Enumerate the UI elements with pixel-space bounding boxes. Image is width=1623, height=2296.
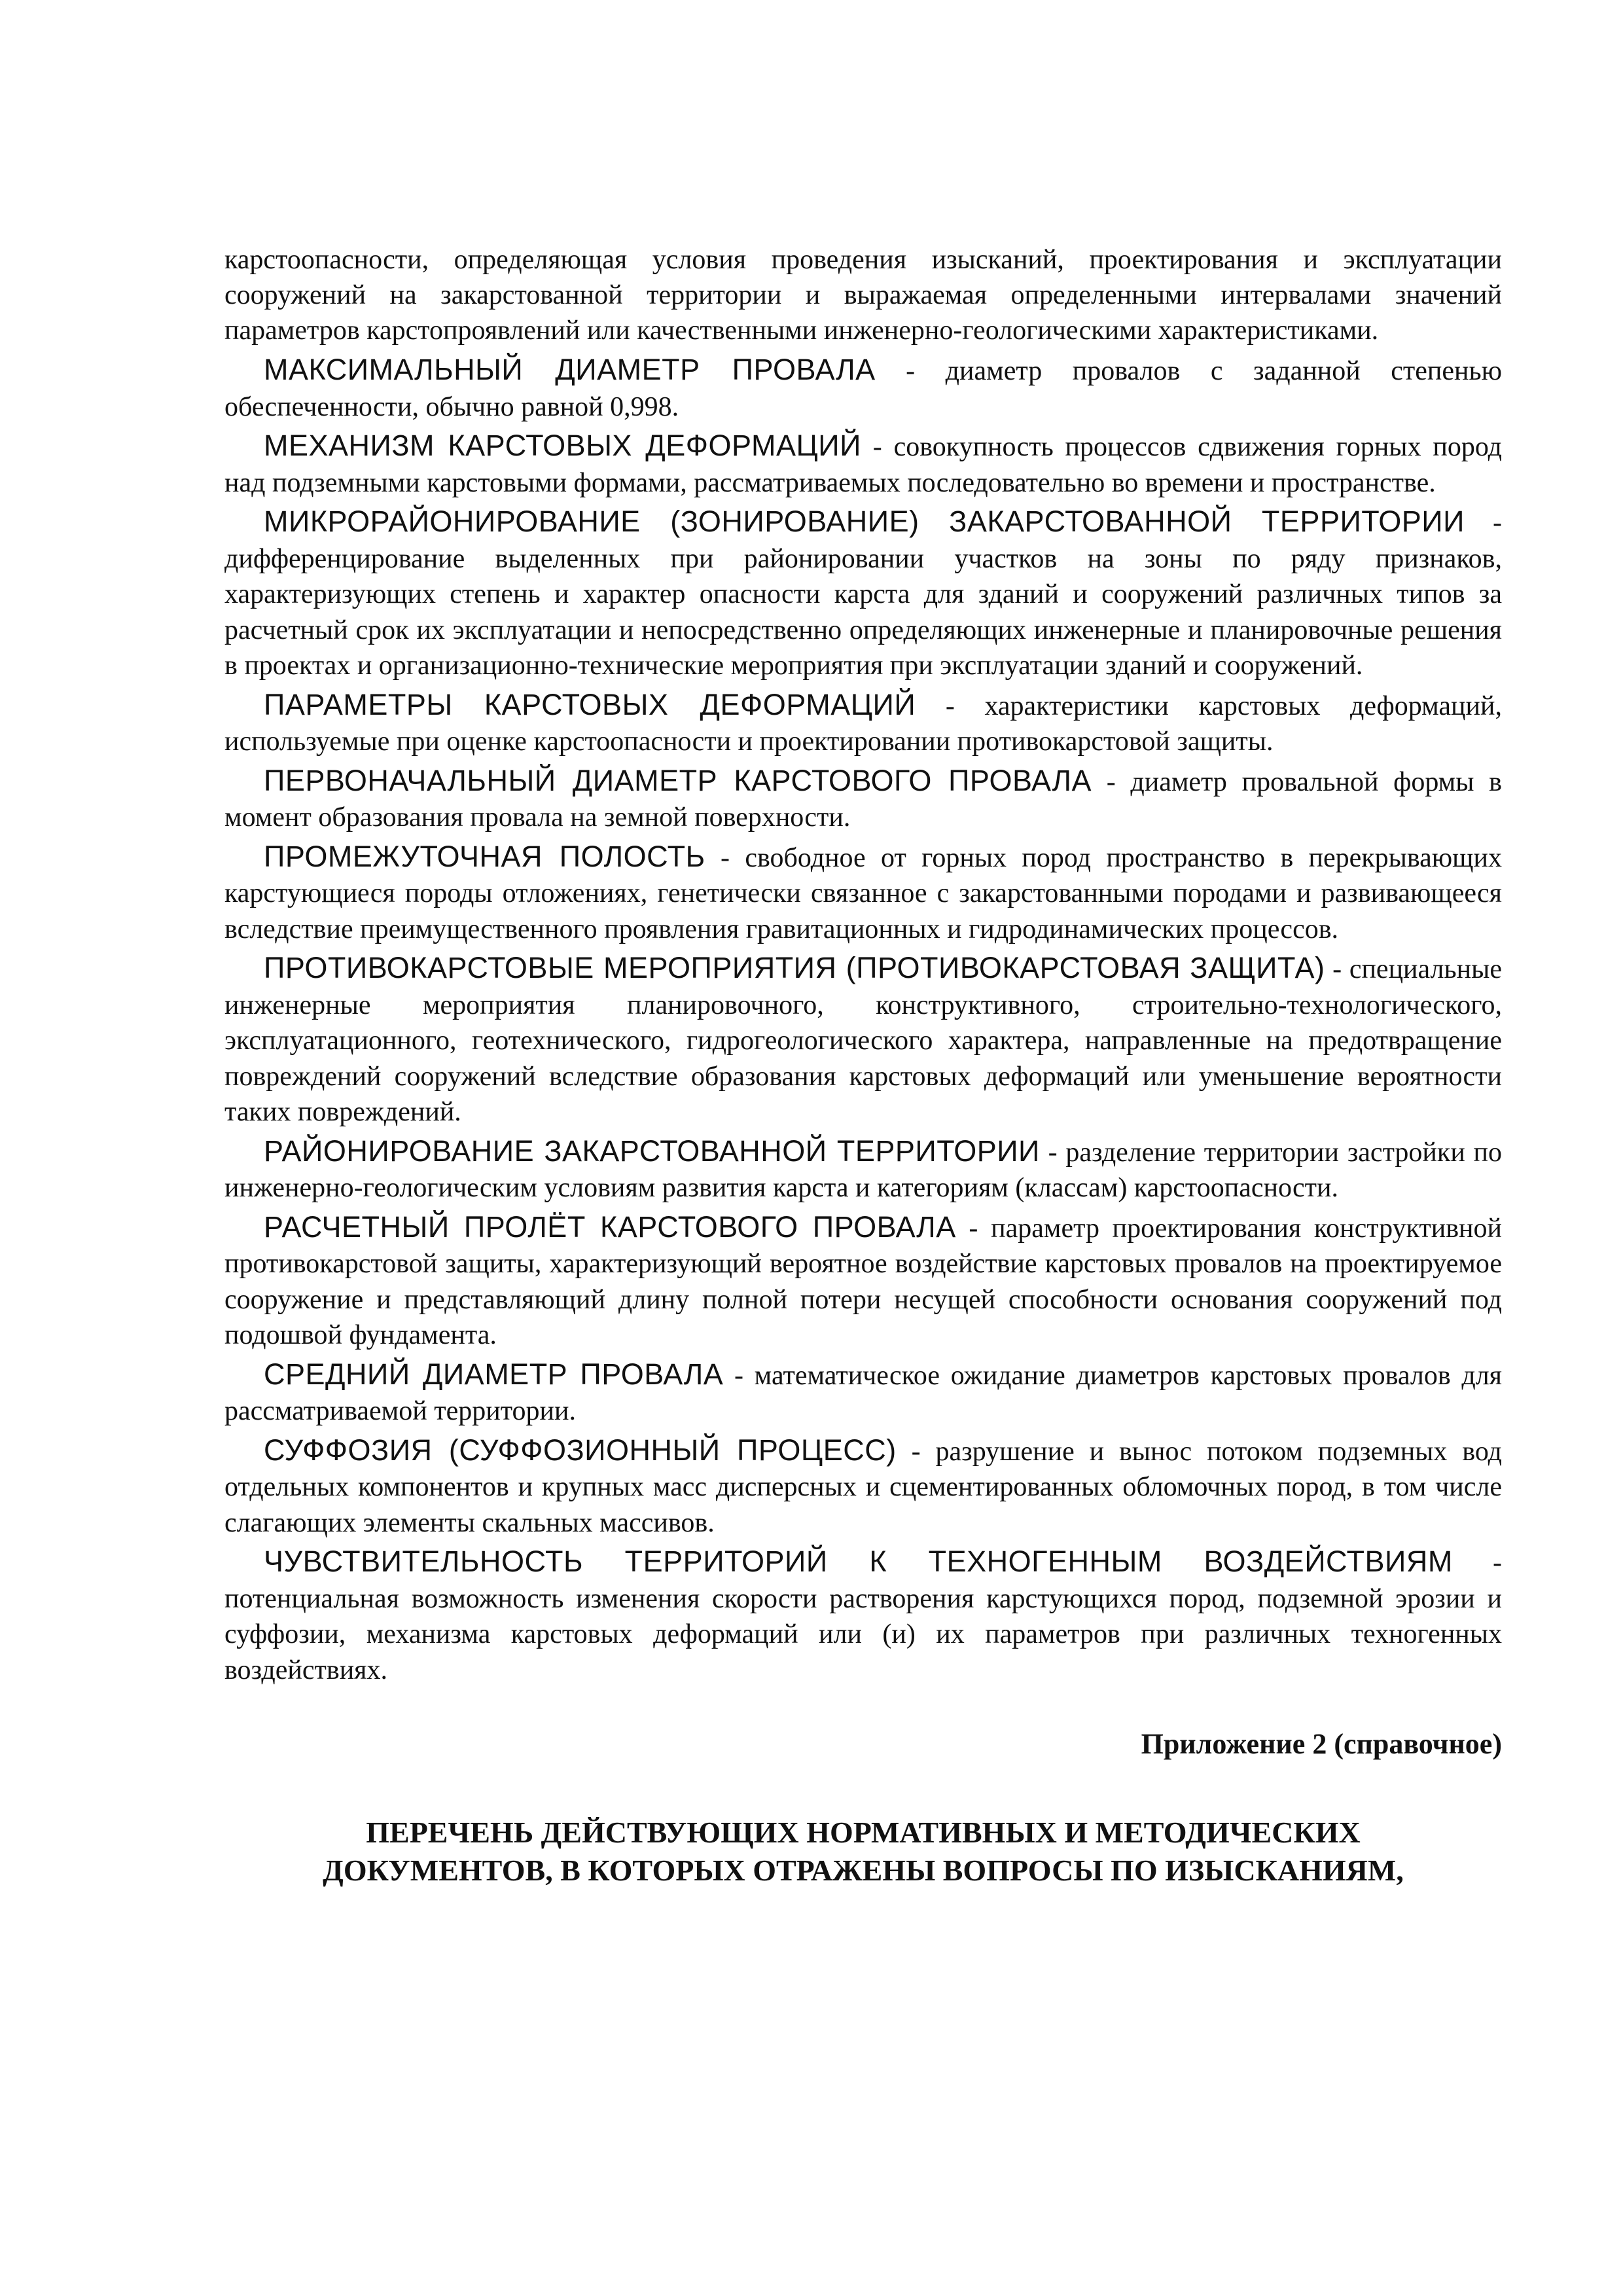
term-name: ПЕРВОНАЧАЛЬНЫЙ ДИАМЕТР КАРСТОВОГО ПРОВАЛА [264, 763, 1092, 797]
term-definition: - потенциальная возможность изменения скорости растворения карстующихся пород, подземной эрозии и суффозии, механизма карстовых деформаций или (и) их параметров при различных техногенных воздействиях. [224, 1548, 1502, 1685]
heading-line-1: ПЕРЕЧЕНЬ ДЕЙСТВУЮЩИХ НОРМАТИВНЫХ И МЕТОДИЧЕСКИХ [366, 1816, 1361, 1849]
term-entry [224, 950, 1502, 1130]
intro-paragraph: карстоопасности, определяющая условия проведения изысканий, проектирования и эксплуатации сооружений на закарстованной территории и выражаемая определенными интервалами значений параметров карстопроявлений или качественными инженерно-геологическими характеристиками. [224, 245, 1502, 346]
term-name: ПРОМЕЖУТОЧНАЯ ПОЛОСТЬ [264, 839, 705, 873]
term-name: МАКСИМАЛЬНЫЙ ДИАМЕТР ПРОВАЛА [264, 353, 876, 386]
appendix-label: Приложение 2 (справочное) [1141, 1728, 1502, 1760]
term-name: ЧУВСТВИТЕЛЬНОСТЬ ТЕРРИТОРИЙ К ТЕХНОГЕННЫМ ВОЗДЕЙСТВИЯМ [264, 1545, 1453, 1578]
term-definition: - разделение территории застройки по инженерно-геологическим условиям развития карста и категориям (классам) карстоопасности. [224, 1137, 1502, 1203]
heading-line-2: ДОКУМЕНТОВ, В КОТОРЫХ ОТРАЖЕНЫ ВОПРОСЫ ПО ИЗЫСКАНИЯМ, [323, 1854, 1404, 1887]
term-name: РАСЧЕТНЫЙ ПРОЛЁТ КАРСТОВОГО ПРОВАЛА [264, 1210, 956, 1244]
term-definition: - диаметр провальной формы в момент образования провала на земной поверхности. [224, 766, 1502, 833]
term-definition: - специальные инженерные мероприятия планировочного, конструктивного, строительно-технологического, эксплуатационного, геотехнического, гидрогеологического характера, направленные на предотвращение повреждений сооружений вследствие образования карстовых деформаций или уменьшение вероятности таких повреждений. [224, 954, 1502, 1127]
term-entry [224, 839, 1502, 948]
term-name: МЕХАНИЗМ КАРСТОВЫХ ДЕФОРМАЦИЙ [264, 429, 861, 462]
section-heading [224, 1814, 1502, 1890]
term-definition: - диаметр провалов с заданной степенью обеспеченности, обычно равной 0,998. [224, 356, 1502, 422]
term-entry [224, 352, 1502, 425]
term-name: СРЕДНИЙ ДИАМЕТР ПРОВАЛА [264, 1357, 724, 1391]
term-name: МИКРОРАЙОНИРОВАНИЕ (ЗОНИРОВАНИЕ) ЗАКАРСТОВАННОЙ ТЕРРИТОРИИ [264, 505, 1465, 538]
term-definition: - разрушение и вынос потоком подземных вод отдельных компонентов и крупных масс дисперсных и сцементированных обломочных пород, в том числе слагающих элементы скальных массивов. [224, 1436, 1502, 1538]
term-definition: - параметр проектирования конструктивной противокарстовой защиты, характеризующий вероятное воздействие карстовых провалов на проектируемое сооружение и представляющий длину полной потери несущей способности основания сооружений под подошвой фундамента. [224, 1213, 1503, 1350]
term-entry [224, 1210, 1502, 1354]
term-definition: - математическое ожидание диаметров карстовых провалов для рассматриваемой территории. [224, 1360, 1502, 1426]
term-entry [224, 687, 1502, 760]
term-name: ПАРАМЕТРЫ КАРСТОВЫХ ДЕФОРМАЦИЙ [264, 687, 916, 721]
page-content [224, 242, 1502, 1890]
term-entry [224, 1134, 1502, 1206]
term-name: СУФФОЗИЯ (СУФФОЗИОННЫЙ ПРОЦЕСС) [264, 1433, 897, 1467]
term-entry [224, 504, 1502, 684]
term-definition: - свободное от горных пород пространство в перекрывающих карстующиеся породы отложениях, генетически связанное с закарстованными породами и развивающееся вследствие преимущественного проявления гравитационных и гидродинамических процессов. [224, 842, 1502, 944]
term-entry [224, 1357, 1502, 1429]
term-definition: - совокупность процессов сдвижения горных пород над подземными карстовыми формами, рассматриваемых последовательно во времени и пространстве. [224, 432, 1502, 498]
term-name: РАЙОНИРОВАНИЕ ЗАКАРСТОВАННОЙ ТЕРРИТОРИИ [264, 1134, 1040, 1168]
term-entry [224, 428, 1502, 501]
term-entry [224, 1433, 1502, 1541]
term-definition: - характеристики карстовых деформаций, используемые при оценке карстоопасности и проектировании противокарстовой защиты. [224, 691, 1502, 757]
term-entry [224, 763, 1502, 836]
term-definition: - дифференцирование выделенных при районировании участков на зоны по ряду признаков, характеризующих степень и характер опасности карста для зданий и сооружений различных типов за расчетный срок их эксплуатации и непосредственно определяющих инженерные и планировочные решения в проектах и организационно-технические мероприятия при эксплуатации зданий и сооружений. [224, 508, 1502, 681]
term-entry [224, 1544, 1502, 1688]
term-name: ПРОТИВОКАРСТОВЫЕ МЕРОПРИЯТИЯ (ПРОТИВОКАРСТОВАЯ ЗАЩИТА) [264, 951, 1325, 984]
